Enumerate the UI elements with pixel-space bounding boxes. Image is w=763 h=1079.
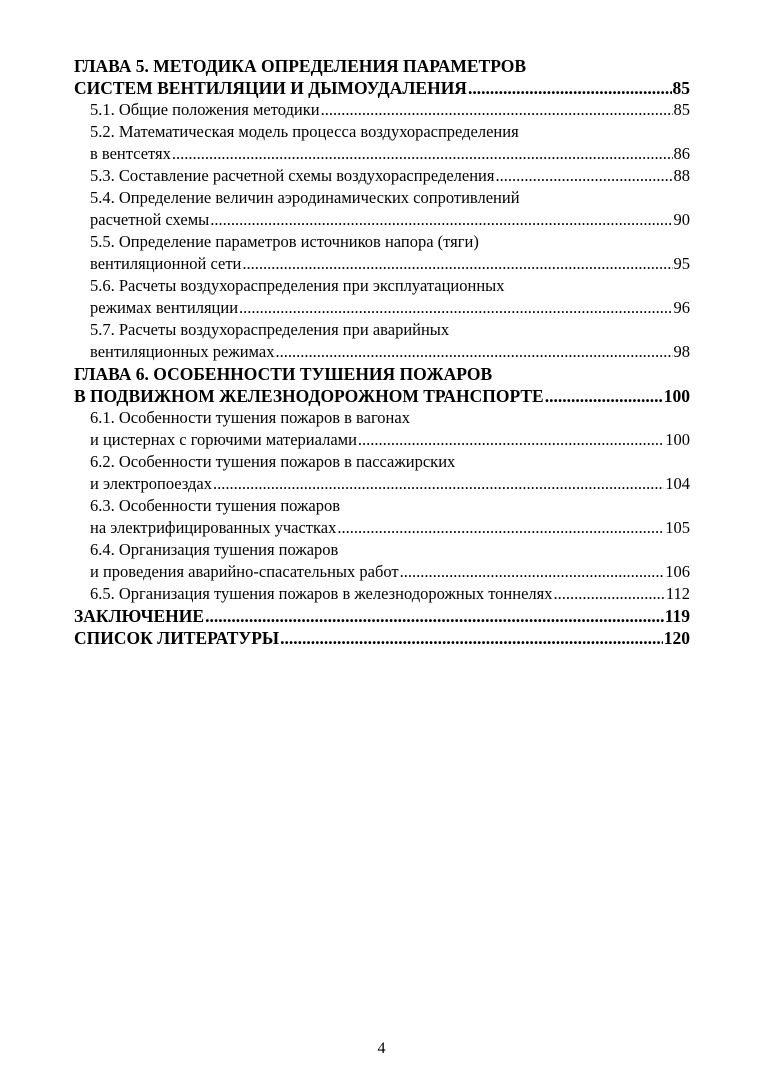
toc-entry-title: и цистернах с горючими материалами — [90, 430, 357, 449]
toc-entry-title: и проведения аварийно-спасательных работ — [90, 562, 399, 581]
toc-chapter — [74, 627, 690, 649]
toc-line — [74, 385, 690, 407]
toc-page-number: 88 — [673, 166, 690, 185]
dot-leader — [400, 561, 665, 583]
toc-entry-title: 6.3. Особенности тушения пожаров — [90, 496, 341, 515]
dot-leader — [280, 627, 663, 649]
toc-entry-title: ЗАКЛЮЧЕНИЕ — [74, 606, 205, 626]
toc-chapter — [74, 55, 690, 99]
toc-page-number: 100 — [665, 430, 690, 449]
table-of-contents — [74, 55, 690, 649]
toc-line — [74, 429, 690, 451]
toc-page-number: 104 — [665, 474, 690, 493]
toc-line — [74, 363, 690, 385]
toc-page-number: 96 — [673, 298, 690, 317]
toc-section — [74, 121, 690, 165]
toc-entry-title: в вентсетях — [90, 144, 171, 163]
toc-entry-title: ГЛАВА 5. МЕТОДИКА ОПРЕДЕЛЕНИЯ ПАРАМЕТРОВ — [74, 56, 527, 76]
dot-leader — [468, 77, 672, 99]
toc-page-number: 86 — [673, 144, 690, 163]
dot-leader — [172, 143, 673, 165]
toc-line — [74, 297, 690, 319]
toc-section — [74, 495, 690, 539]
toc-section — [74, 539, 690, 583]
toc-page-number: 112 — [665, 584, 690, 603]
toc-entry-title: СПИСОК ЛИТЕРАТУРЫ — [74, 628, 280, 648]
toc-entry-title: 5.3. Составление расчетной схемы воздухораспределения — [90, 166, 495, 185]
toc-line — [74, 143, 690, 165]
toc-line — [74, 165, 690, 187]
toc-line — [74, 231, 690, 253]
dot-leader — [545, 385, 663, 407]
toc-line — [74, 605, 690, 627]
toc-line — [74, 627, 690, 649]
toc-section — [74, 275, 690, 319]
toc-entry-title: вентиляционных режимах — [90, 342, 275, 361]
dot-leader — [337, 517, 664, 539]
dot-leader — [358, 429, 664, 451]
page-number: 4 — [377, 1040, 386, 1057]
toc-page-number: 120 — [663, 628, 690, 648]
toc-entry-title: ГЛАВА 6. ОСОБЕННОСТИ ТУШЕНИЯ ПОЖАРОВ — [74, 364, 493, 384]
toc-chapter — [74, 363, 690, 407]
toc-line — [74, 473, 690, 495]
toc-entry-title: 5.4. Определение величин аэродинамических сопротивлений — [90, 188, 520, 207]
toc-section — [74, 451, 690, 495]
toc-line — [74, 561, 690, 583]
toc-entry-title: В ПОДВИЖНОМ ЖЕЛЕЗНОДОРОЖНОМ ТРАНСПОРТЕ — [74, 386, 544, 406]
toc-page-number: 95 — [673, 254, 690, 273]
toc-entry-title: 5.1. Общие положения методики — [90, 100, 320, 119]
toc-entry-title: 6.2. Особенности тушения пожаров в пассажирских — [90, 452, 456, 471]
toc-chapter — [74, 605, 690, 627]
toc-entry-title: и электропоездах — [90, 474, 213, 493]
toc-entry-title: 6.5. Организация тушения пожаров в железнодорожных тоннелях — [90, 584, 553, 603]
toc-line — [74, 341, 690, 363]
dot-leader — [239, 297, 672, 319]
toc-page-number: 105 — [665, 518, 690, 537]
toc-section — [74, 187, 690, 231]
toc-entry-title: 5.7. Расчеты воздухораспределения при аварийных — [90, 320, 450, 339]
toc-page-number: 98 — [673, 342, 690, 361]
toc-entry-title: 6.4. Организация тушения пожаров — [90, 540, 339, 559]
dot-leader — [210, 209, 672, 231]
toc-line — [74, 451, 690, 473]
toc-entry-title: режимах вентиляции — [90, 298, 239, 317]
toc-line — [74, 275, 690, 297]
toc-line — [74, 77, 690, 99]
toc-line — [74, 121, 690, 143]
toc-line — [74, 209, 690, 231]
toc-page-number: 100 — [663, 386, 690, 406]
toc-line — [74, 407, 690, 429]
toc-page-number: 90 — [673, 210, 690, 229]
toc-page-number: 85 — [672, 78, 690, 98]
toc-entry-title: 6.1. Особенности тушения пожаров в вагонах — [90, 408, 410, 427]
toc-section — [74, 99, 690, 121]
dot-leader — [554, 583, 665, 605]
toc-line — [74, 187, 690, 209]
toc-section — [74, 231, 690, 275]
toc-line — [74, 99, 690, 121]
toc-line — [74, 539, 690, 561]
toc-entry-title: на электрифицированных участках — [90, 518, 337, 537]
toc-entry-title: 5.5. Определение параметров источников напора (тяги) — [90, 232, 479, 251]
toc-entry-title: 5.6. Расчеты воздухораспределения при эксплуатационных — [90, 276, 505, 295]
dot-leader — [213, 473, 664, 495]
toc-section — [74, 319, 690, 363]
toc-page-number: 85 — [673, 100, 690, 119]
dot-leader — [205, 605, 664, 627]
dot-leader — [242, 253, 672, 275]
toc-page-number: 106 — [665, 562, 690, 581]
toc-section — [74, 165, 690, 187]
toc-entry-title: вентиляционной сети — [90, 254, 242, 273]
toc-line — [74, 495, 690, 517]
toc-line — [74, 319, 690, 341]
dot-leader — [321, 99, 673, 121]
dot-leader — [495, 165, 672, 187]
toc-line — [74, 583, 690, 605]
toc-section — [74, 583, 690, 605]
toc-line — [74, 253, 690, 275]
toc-page-number: 119 — [664, 606, 690, 626]
toc-entry-title: расчетной схемы — [90, 210, 210, 229]
toc-line — [74, 517, 690, 539]
dot-leader — [275, 341, 672, 363]
toc-entry-title: СИСТЕМ ВЕНТИЛЯЦИИ И ДЫМОУДАЛЕНИЯ — [74, 78, 467, 98]
toc-line — [74, 55, 690, 77]
toc-entry-title: 5.2. Математическая модель процесса воздухораспределения — [90, 122, 519, 141]
toc-section — [74, 407, 690, 451]
